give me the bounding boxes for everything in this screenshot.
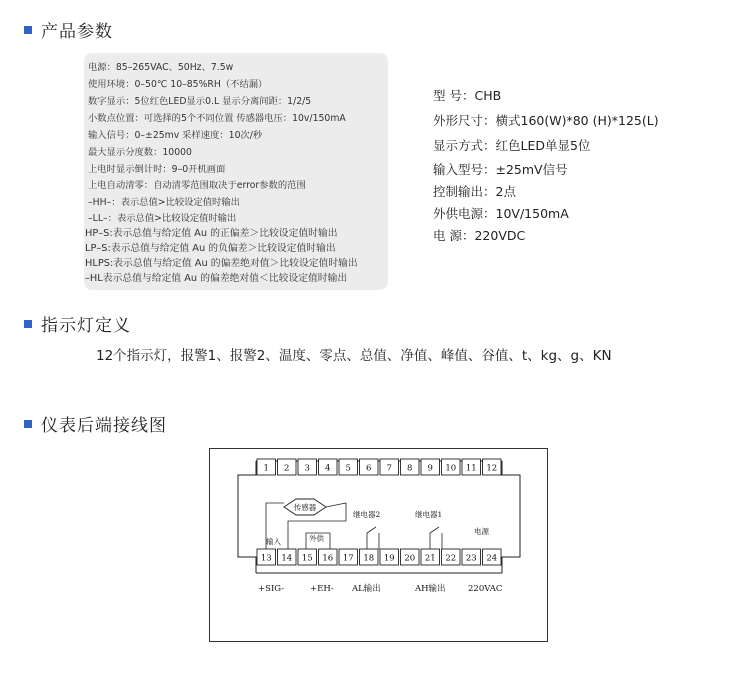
param-line: LP–S:表示总值与给定值 Au 的负偏差＞比较设定值时输出	[85, 243, 336, 254]
param-line: 输入信号：0–±25mv 采样速度：10次/秒	[88, 130, 263, 141]
params-title: 产品参数	[41, 22, 113, 42]
indicator-section-title	[24, 311, 131, 336]
eh-label: +EH-	[310, 584, 334, 594]
section-bullet-icon	[24, 420, 32, 428]
params-box	[84, 53, 388, 290]
terminal-number: 24	[486, 553, 498, 564]
param-line: 上电自动清零：自动清零范围取决于error参数的范围	[88, 180, 306, 191]
sensor-label: 传感器	[293, 503, 317, 512]
terminal-number: 7	[386, 463, 392, 474]
param-line: 上电时显示倒计时：9–0开机画面	[88, 164, 226, 175]
param-line: 使用环境：0–50℃ 10–85%RH（不结漏）	[88, 79, 268, 90]
spec-model: 型 号：CHB	[433, 88, 502, 103]
wiring-title: 仪表后端接线图	[41, 416, 167, 436]
terminal-number: 22	[445, 553, 457, 564]
terminal-number: 13	[260, 553, 272, 564]
terminal-number: 5	[345, 463, 351, 474]
terminal-number: 15	[301, 553, 313, 564]
terminal-number: 17	[342, 553, 354, 564]
frame-right	[502, 461, 520, 573]
wiring-section-title	[24, 411, 167, 436]
relay2-label: 继电器2	[353, 510, 381, 519]
al-output-label: AL输出	[352, 584, 381, 594]
terminal-number: 4	[325, 463, 331, 474]
param-line: 最大显示分度数：10000	[88, 147, 192, 158]
param-line: –LL–：表示总值>比较设定值时输出	[88, 213, 237, 224]
indicator-title: 指示灯定义	[41, 316, 131, 336]
terminal-number: 12	[486, 463, 498, 474]
wiring-diagram	[209, 448, 548, 642]
terminal-number: 21	[424, 553, 436, 564]
spec-control-output: 控制输出：2点	[433, 184, 516, 199]
terminal-number: 20	[404, 553, 416, 564]
section-bullet-icon	[24, 26, 32, 34]
terminal-number: 3	[304, 463, 310, 474]
ah-output-label: AH输出	[415, 584, 446, 594]
wiring-svg	[210, 449, 549, 643]
spec-input: 输入型号：±25mV信号	[433, 162, 568, 177]
param-line: –HH–：表示总值>比较设定值时输出	[88, 197, 240, 208]
terminal-number: 6	[366, 463, 372, 474]
spec-external-power: 外供电源：10V/150mA	[433, 206, 569, 221]
terminal-number: 8	[407, 463, 413, 474]
terminal-number: 18	[363, 553, 375, 564]
param-line: –HL表示总值与给定值 Au 的偏差绝对值＜比较设定值时输出	[85, 273, 348, 284]
relay1-switch	[430, 527, 439, 549]
terminal-number: 2	[284, 463, 290, 474]
spec-power: 电 源：220VDC	[433, 228, 526, 243]
params-section-title	[24, 17, 113, 42]
bottom-terminal-row	[257, 549, 501, 565]
terminal-number: 16	[322, 553, 334, 564]
power-label: 电源	[474, 527, 489, 536]
terminal-number: 9	[427, 463, 433, 474]
relay2-switch	[367, 527, 376, 549]
terminal-number: 1	[263, 463, 269, 474]
spec-dimensions: 外形尺寸：横式160(W)*80 (H)*125(L)	[433, 113, 659, 128]
param-line: 电源：85–265VAC、50Hz、7.5w	[88, 62, 234, 73]
terminal-number: 11	[465, 463, 477, 474]
terminal-number: 10	[445, 463, 457, 474]
param-line: 数字显示：5位红色LED显示0.L 显示分离间距：1/2/5	[88, 96, 312, 107]
vac-label: 220VAC	[468, 584, 503, 594]
param-line: 小数点位置：可选择的5个不同位置 传感器电压：10v/150mA	[88, 113, 346, 124]
indicator-list: 12个指示灯，报警1、报警2、温度、零点、总值、净值、峰值、谷值、t、kg、g、KN	[96, 348, 612, 364]
param-line: HP–S:表示总值与给定值 Au 的正偏差＞比较设定值时输出	[85, 228, 338, 239]
spec-display: 显示方式：红色LED单显5位	[433, 138, 591, 153]
external-supply-label: 外供	[309, 534, 324, 543]
section-bullet-icon	[24, 320, 32, 328]
frame-left	[238, 461, 256, 573]
input-label: 输入	[266, 537, 281, 546]
relay1-label: 继电器1	[415, 510, 443, 519]
terminal-number: 19	[383, 553, 395, 564]
terminal-number: 23	[465, 553, 477, 564]
param-line: HLPS:表示总值与给定值 Au 的偏差绝对值＞比较设定值时输出	[85, 258, 358, 269]
terminal-number: 14	[281, 553, 293, 564]
sig-label: +SIG-	[258, 584, 285, 594]
